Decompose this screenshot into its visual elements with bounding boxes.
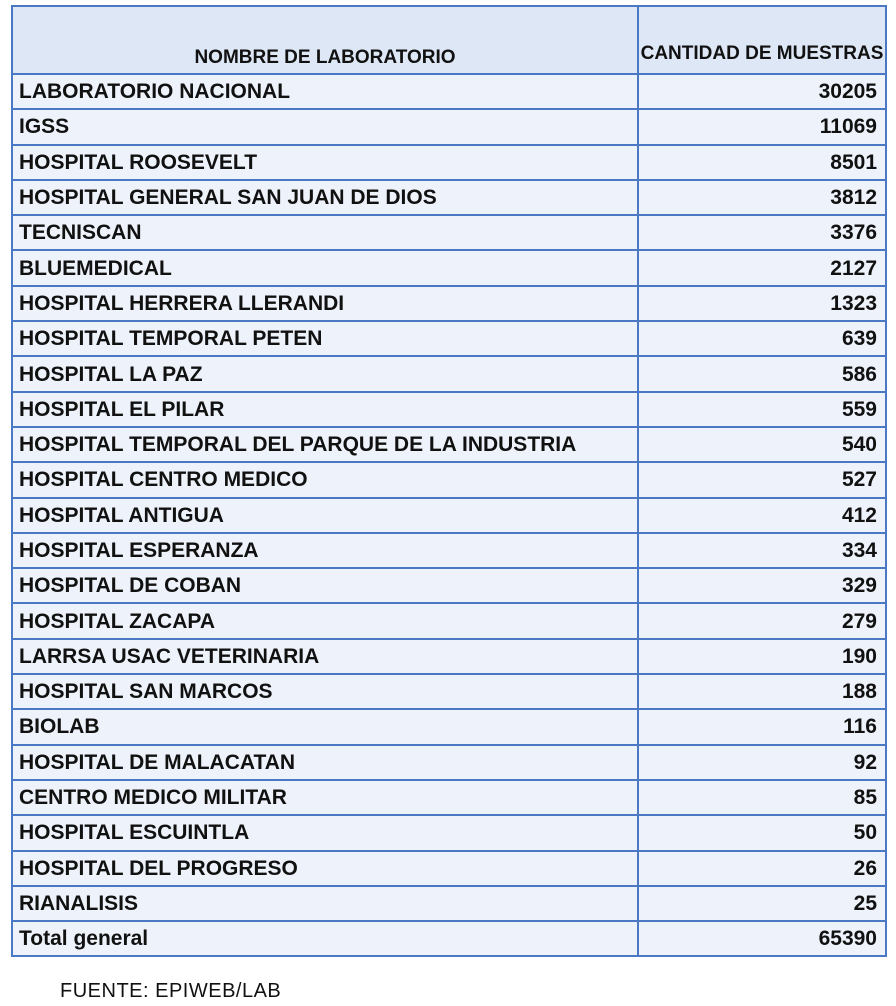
sample-count-cell: 92 [638, 745, 886, 780]
sample-count-cell: 279 [638, 603, 886, 638]
table-row [12, 603, 886, 638]
sample-count-cell: 116 [638, 709, 886, 744]
table-row [12, 533, 886, 568]
lab-name-cell: HOSPITAL ESCUINTLA [12, 815, 638, 850]
sample-count-cell: 540 [638, 427, 886, 462]
sample-count-cell: 30205 [638, 74, 886, 109]
table-row [12, 145, 886, 180]
table-header-row [12, 6, 886, 74]
lab-name-cell: TECNISCAN [12, 215, 638, 250]
table-row [12, 180, 886, 215]
table-row [12, 745, 886, 780]
table-row [12, 250, 886, 285]
lab-name-cell: HOSPITAL HERRERA LLERANDI [12, 286, 638, 321]
sample-count-cell: 329 [638, 568, 886, 603]
sample-count-cell: 26 [638, 851, 886, 886]
sample-count-cell: 3376 [638, 215, 886, 250]
sample-count-cell: 190 [638, 639, 886, 674]
sample-count-cell: 11069 [638, 109, 886, 144]
table-row [12, 674, 886, 709]
lab-name-cell: RIANALISIS [12, 886, 638, 921]
sample-count-cell: 25 [638, 886, 886, 921]
table-row [12, 74, 886, 109]
total-count: 65390 [638, 921, 886, 956]
lab-name-cell: HOSPITAL EL PILAR [12, 392, 638, 427]
table-row [12, 321, 886, 356]
table-row [12, 639, 886, 674]
lab-name-cell: HOSPITAL ZACAPA [12, 603, 638, 638]
source-note: FUENTE: EPIWEB/LAB [60, 980, 282, 1002]
table-row [12, 815, 886, 850]
table-row [12, 886, 886, 921]
lab-name-cell: BLUEMEDICAL [12, 250, 638, 285]
table-row [12, 286, 886, 321]
lab-name-cell: HOSPITAL TEMPORAL PETEN [12, 321, 638, 356]
lab-name-cell: HOSPITAL DE MALACATAN [12, 745, 638, 780]
lab-name-cell: HOSPITAL SAN MARCOS [12, 674, 638, 709]
sample-count-cell: 559 [638, 392, 886, 427]
lab-name-cell: IGSS [12, 109, 638, 144]
table-row [12, 462, 886, 497]
lab-name-cell: HOSPITAL DE COBAN [12, 568, 638, 603]
lab-name-cell: HOSPITAL CENTRO MEDICO [12, 462, 638, 497]
sample-count-cell: 639 [638, 321, 886, 356]
lab-name-cell: LARRSA USAC VETERINARIA [12, 639, 638, 674]
table-row [12, 709, 886, 744]
sample-count-cell: 85 [638, 780, 886, 815]
header-lab-name: NOMBRE DE LABORATORIO [12, 6, 638, 74]
lab-name-cell: HOSPITAL LA PAZ [12, 356, 638, 391]
table-row [12, 498, 886, 533]
lab-name-cell: LABORATORIO NACIONAL [12, 74, 638, 109]
table-row [12, 109, 886, 144]
table-row [12, 568, 886, 603]
table-body [12, 74, 886, 956]
lab-name-cell: CENTRO MEDICO MILITAR [12, 780, 638, 815]
table-row [12, 356, 886, 391]
header-sample-count: CANTIDAD DE MUESTRAS [638, 6, 886, 74]
lab-name-cell: BIOLAB [12, 709, 638, 744]
sample-count-cell: 2127 [638, 250, 886, 285]
sample-count-cell: 586 [638, 356, 886, 391]
table-row [12, 780, 886, 815]
sample-count-cell: 412 [638, 498, 886, 533]
lab-name-cell: HOSPITAL ANTIGUA [12, 498, 638, 533]
sample-count-cell: 527 [638, 462, 886, 497]
lab-samples-table [11, 5, 887, 957]
lab-name-cell: HOSPITAL TEMPORAL DEL PARQUE DE LA INDUSTRIA [12, 427, 638, 462]
table-row [12, 392, 886, 427]
table-row [12, 851, 886, 886]
lab-name-cell: HOSPITAL ESPERANZA [12, 533, 638, 568]
lab-name-cell: HOSPITAL DEL PROGRESO [12, 851, 638, 886]
lab-name-cell: HOSPITAL ROOSEVELT [12, 145, 638, 180]
sample-count-cell: 50 [638, 815, 886, 850]
total-row [12, 921, 886, 956]
sample-count-cell: 8501 [638, 145, 886, 180]
table-row [12, 215, 886, 250]
sample-count-cell: 334 [638, 533, 886, 568]
lab-name-cell: HOSPITAL GENERAL SAN JUAN DE DIOS [12, 180, 638, 215]
sample-count-cell: 1323 [638, 286, 886, 321]
table-row [12, 427, 886, 462]
sample-count-cell: 188 [638, 674, 886, 709]
lab-samples-table-container [11, 5, 885, 957]
total-label: Total general [12, 921, 638, 956]
sample-count-cell: 3812 [638, 180, 886, 215]
